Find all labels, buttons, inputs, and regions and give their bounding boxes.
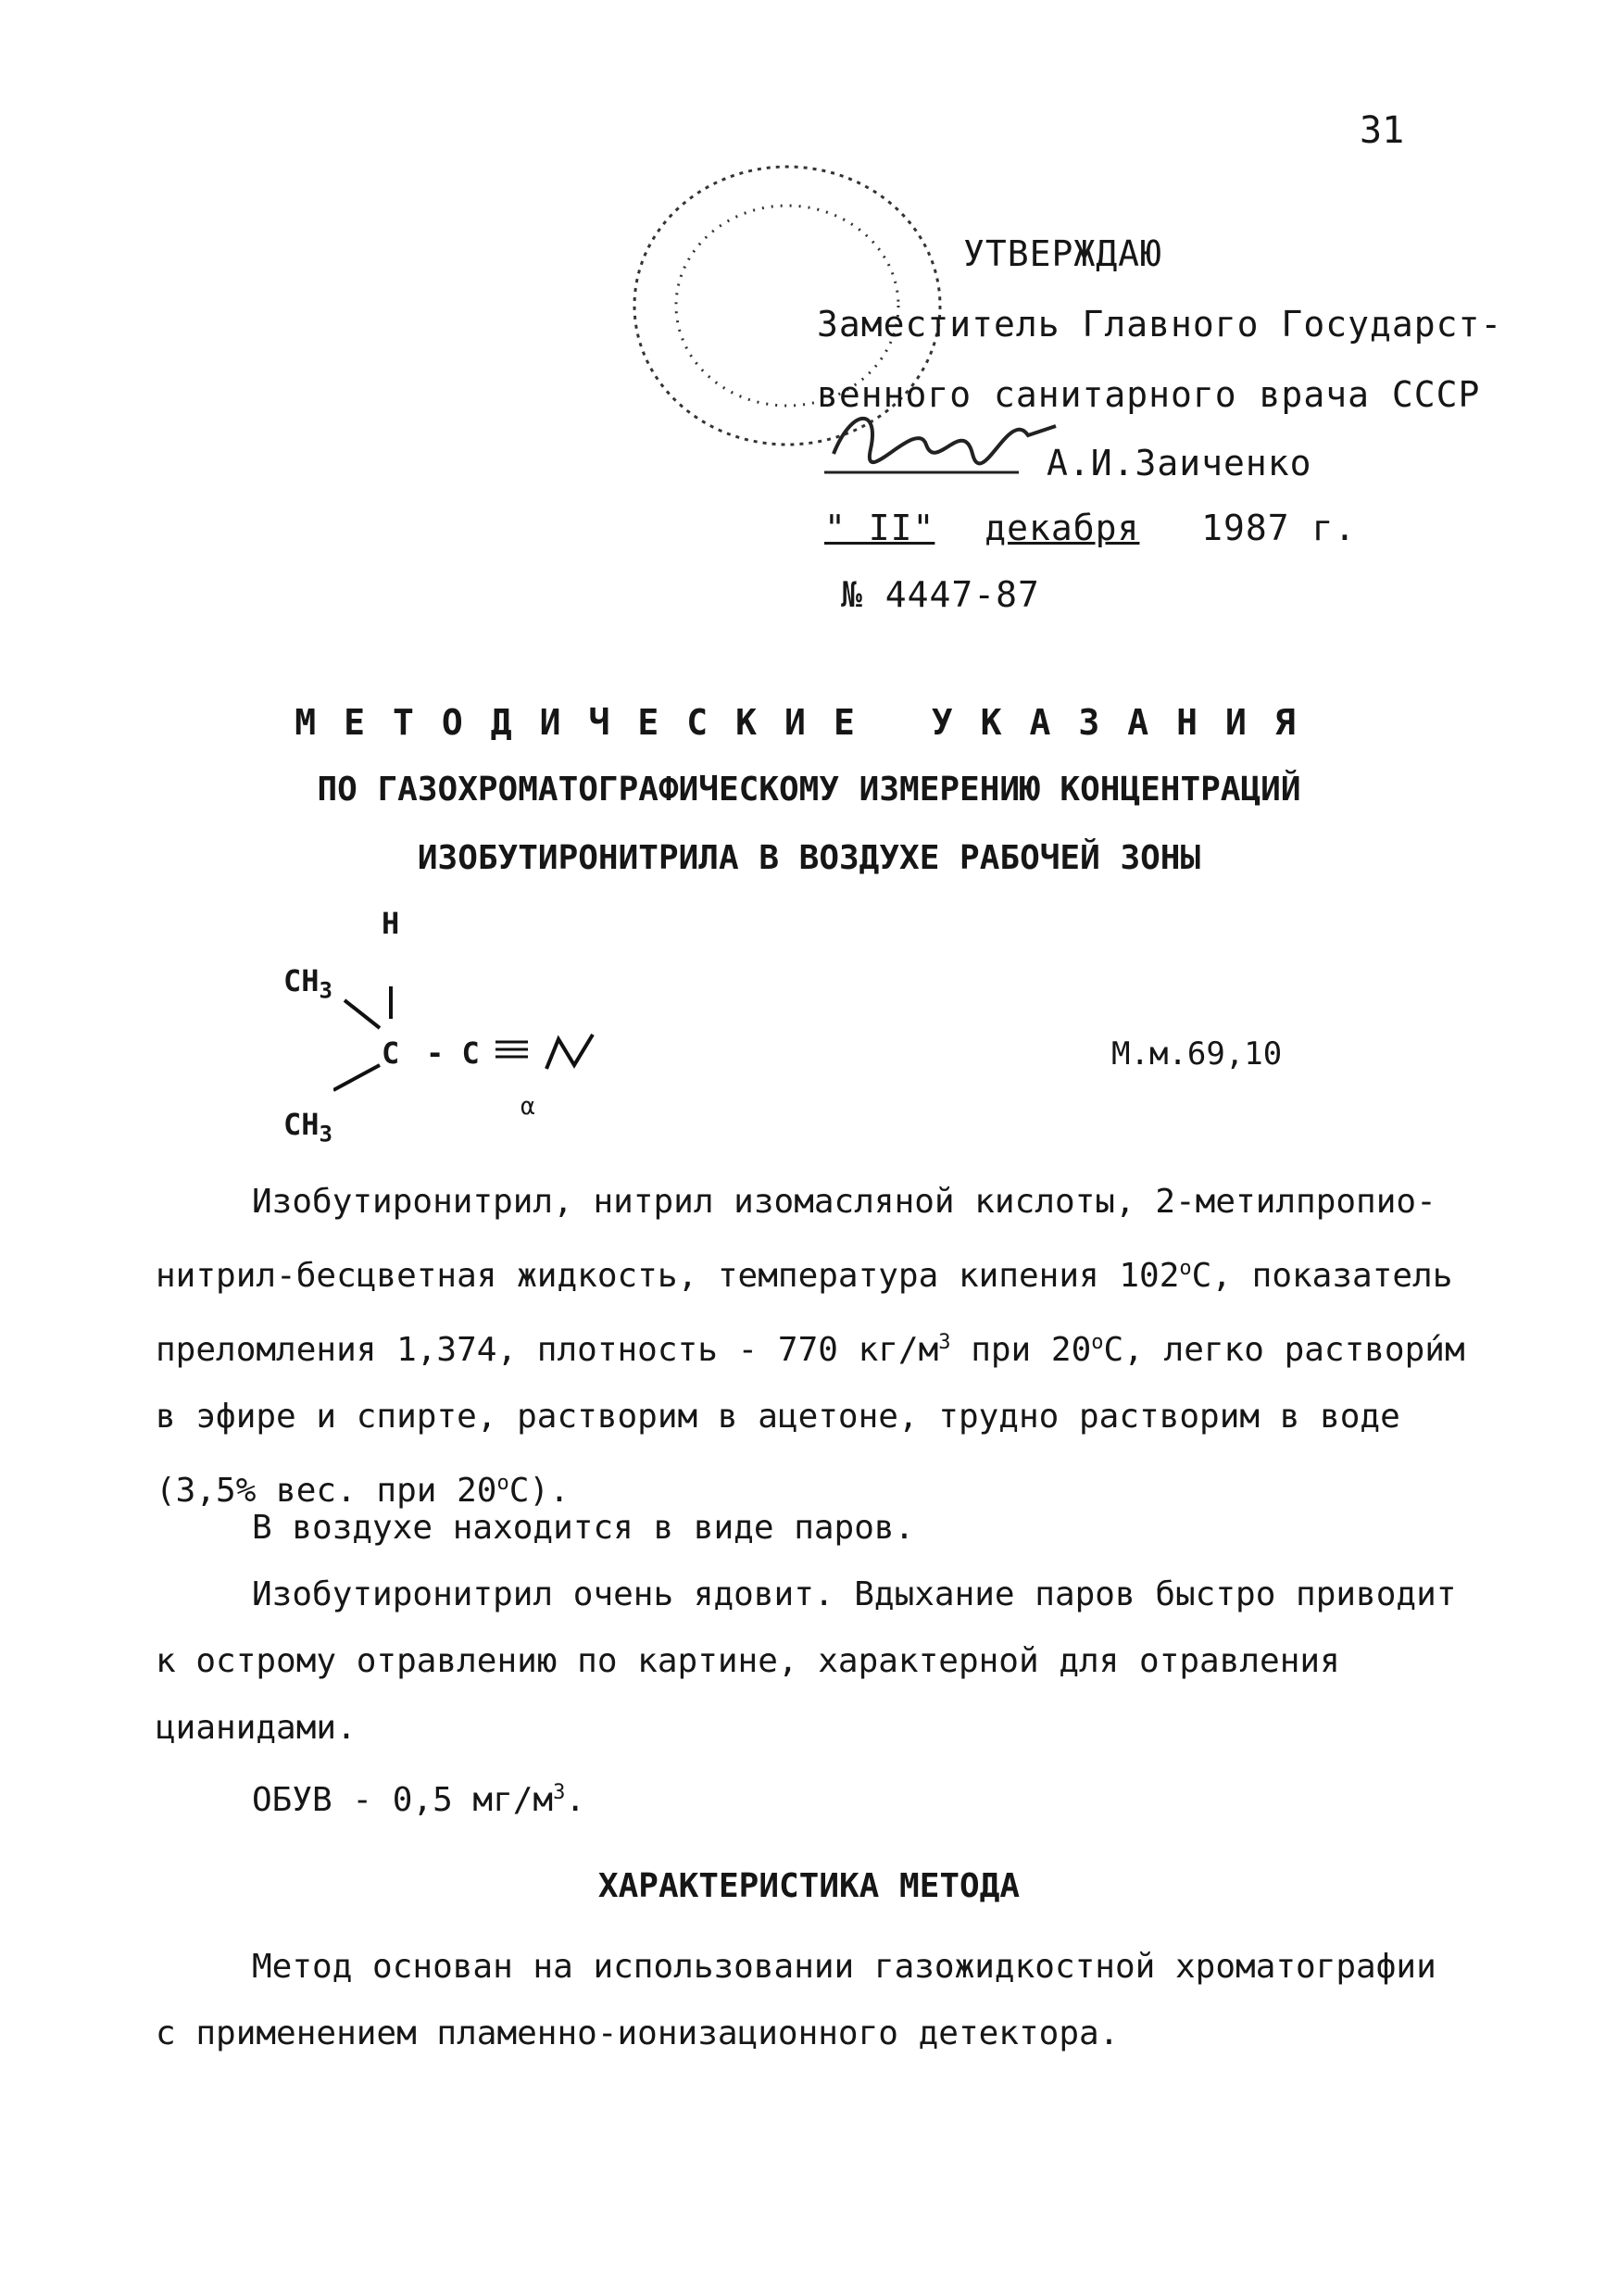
approver-name: А.И.Заиченко (1047, 443, 1312, 483)
paragraph-vapor: В воздухе находится в виде паров. (252, 1509, 915, 1547)
approval-line-2: венного санитарного врача СССР (817, 374, 1481, 415)
section-title: ХАРАКТЕРИСТИКА МЕТОДА (597, 1867, 1021, 1905)
page-number: 31 (1360, 109, 1405, 152)
paragraph-properties: Изобутиронитрил, нитрил изомасляной кислоты, 2-метилпропио-нитрил-бесцветная жидкость, температура кипения 102$^o$С, показатель преломления 1,374, плотность - 770 $кг/м^3$ при 20$^o$С, легко раствори́м в эфире и спирте, растворим в ацетоне, трудно растворим в воде (3,5% вес. при 20$^o$С). (156, 1183, 1465, 1510)
signature (815, 398, 1074, 482)
title-line-3: ИЗОБУТИРОНИТРИЛА В ВОЗДУХЕ РАБОЧЕЙ ЗОНЫ (417, 839, 1201, 877)
paragraph-obuv: ОБУВ - 0,5 $мг/м^3$. (252, 1781, 586, 1819)
approval-line-1: Заместитель Главного Государст- (817, 304, 1503, 345)
formula-alpha: α (521, 1093, 535, 1121)
paragraph-toxicity: Изобутиронитрил очень ядовит. Вдыхание паров быстро приводит к острому отравлению по картине, характерной для отравления цианидами. (156, 1575, 1457, 1747)
formula-c-nitrile: - C (426, 1035, 480, 1071)
date-day: " II" (824, 508, 935, 548)
document-number: № 4447-87 (841, 574, 1040, 615)
formula-ch3-bottom: $CH_3$ (283, 1107, 332, 1148)
formula-n-handwritten (542, 1030, 597, 1076)
approval-heading: УТВЕРЖДАЮ (963, 233, 1162, 274)
formula-h: H (382, 906, 400, 941)
approval-date (824, 508, 1356, 548)
formula-c-center: C (382, 1035, 400, 1071)
date-month: декабря (985, 508, 1140, 548)
date-year: 1987 г. (1201, 508, 1357, 548)
title-line-2: ПО ГАЗОХРОМАТОГРАФИЧЕСКОМУ ИЗМЕРЕНИЮ КОНЦЕНТРАЦИЙ (317, 771, 1301, 809)
formula-ch3-top: $CH_3$ (283, 963, 332, 1004)
paragraph-method: Метод основан на использовании газожидкостной хроматографии с применением пламенно-ионизационного детектора. (156, 1948, 1436, 2052)
molar-mass: М.м.69,10 (1111, 1035, 1283, 1073)
title-line-1: МЕТОДИЧЕСКИЕ УКАЗАНИЯ (295, 702, 1323, 743)
